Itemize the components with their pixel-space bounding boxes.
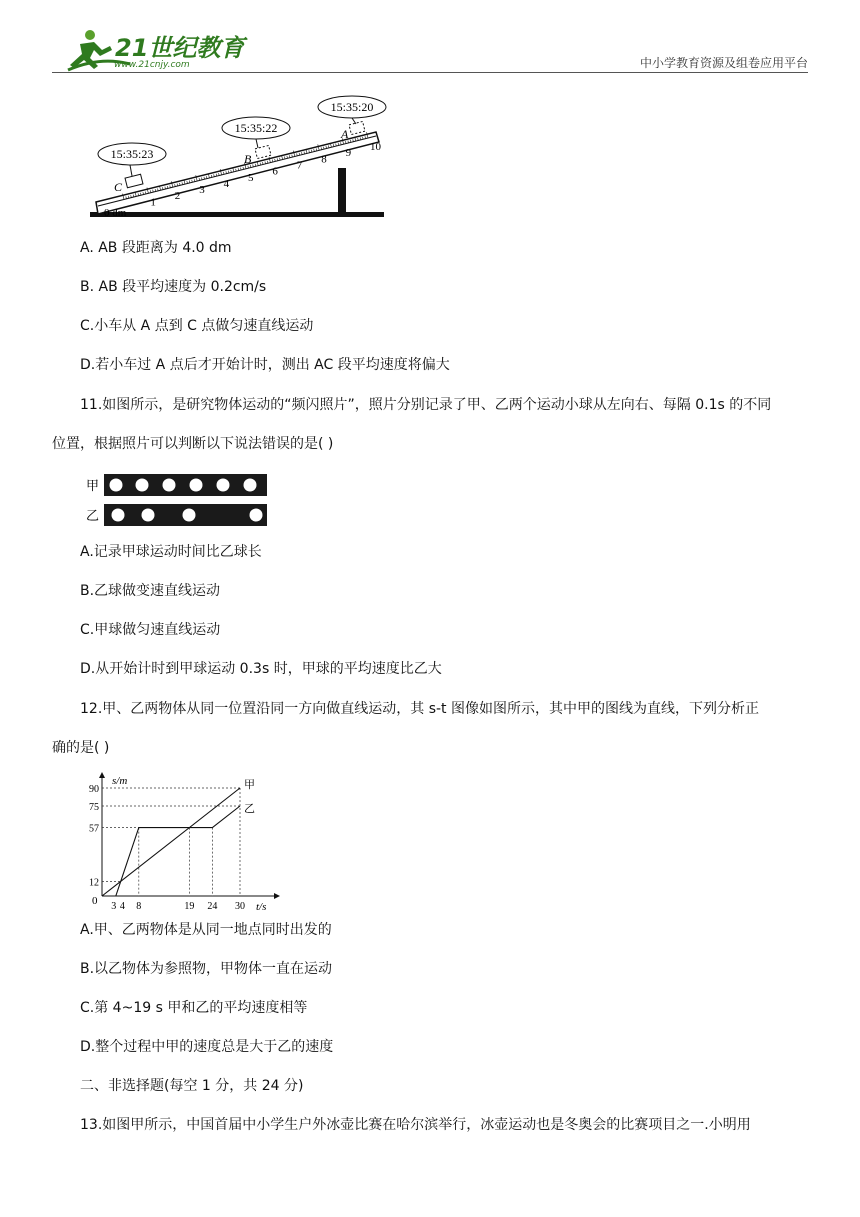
clock-b-pointer <box>256 139 258 148</box>
q12-option-c: C.第 4~19 s 甲和乙的平均速度相等 <box>80 1000 308 1016</box>
clock-a-time: 15:35:20 <box>330 100 374 114</box>
q12-stem-line2: 确的是( ) <box>52 740 110 756</box>
ruler-tick-label: 6 <box>272 165 278 178</box>
series-names <box>244 778 255 815</box>
series-name-yi: 乙 <box>244 802 255 815</box>
clock-c-pointer <box>130 165 132 176</box>
ruler-tick-label: 8 <box>321 153 327 166</box>
q11-stem-line2: 位置，根据照片可以判断以下说法错误的是( ) <box>52 436 334 452</box>
ruler-tick-label: 10 <box>370 141 381 153</box>
ruler-tick-label: 9 <box>345 147 352 160</box>
ball-jia <box>244 479 257 492</box>
support-post <box>338 168 346 214</box>
ball-jia <box>110 479 123 492</box>
series-line-jia <box>102 788 240 896</box>
q12-option-d: D.整个过程中甲的速度总是大于乙的速度 <box>80 1039 334 1055</box>
ruler-tick-label: 7 <box>296 159 303 172</box>
ruler-start-label: 0 dm <box>104 207 127 219</box>
s-t-chart <box>80 770 280 910</box>
x-tick-label: 8 <box>136 901 142 910</box>
ball-yi <box>112 509 125 522</box>
ruler-tick-label: 4 <box>223 177 230 190</box>
x-tick-label: 19 <box>184 901 195 910</box>
clock-c-time: 15:35:23 <box>110 147 154 161</box>
clock-b-time: 15:35:22 <box>234 121 278 135</box>
point-c-label: C <box>114 180 123 194</box>
x-axis-arrow <box>274 893 280 899</box>
q11-option-c: C.甲球做匀速直线运动 <box>80 622 221 638</box>
origin-label: 0 <box>92 895 98 907</box>
q11-option-d: D.从开始计时到甲球运动 0.3s 时，甲球的平均速度比乙大 <box>80 661 442 677</box>
ball-yi <box>142 509 155 522</box>
q13-stem-line1: 13.如图甲所示，中国首届中小学生户外冰壶比赛在哈尔滨举行，冰壶运动也是冬奥会的比赛项目之一.小明用 <box>80 1117 751 1133</box>
series-line-yi <box>116 806 240 896</box>
ball-jia <box>217 479 230 492</box>
q12-stem-line1: 12.甲、乙两物体从同一位置沿同一方向做直线运动，其 s-t 图像如图所示，其中甲的图线为直线，下列分析正 <box>80 701 759 717</box>
ball-jia <box>163 479 176 492</box>
ruler-tick-label: 2 <box>174 190 181 203</box>
ruler-tick-label: 5 <box>248 171 254 184</box>
x-tick-label: 3 <box>111 901 117 910</box>
cart-a-outline <box>349 121 365 134</box>
q12-option-a: A.甲、乙两物体是从同一地点同时出发的 <box>80 922 332 938</box>
incline-figure <box>88 92 388 224</box>
x-axis-label: t/s <box>256 901 267 910</box>
strobe-label-jia: 甲 <box>86 479 100 494</box>
ball-jia <box>136 479 149 492</box>
section-2-heading: 二、非选择题(每空 1 分，共 24 分) <box>80 1078 304 1094</box>
strobe-photos <box>86 472 271 530</box>
cart-c <box>125 174 143 188</box>
brand-url: www.21cnjy.com <box>114 60 190 70</box>
x-tick-label: 30 <box>235 901 245 910</box>
ruler-tick-label: 3 <box>199 184 205 197</box>
q10-option-c: C.小车从 A 点到 C 点做匀速直线运动 <box>80 318 314 334</box>
y-tick-label: 90 <box>89 784 99 795</box>
ruler-tick-label: 1 <box>150 196 156 209</box>
q11-option-b: B.乙球做变速直线运动 <box>80 583 221 599</box>
q12-option-b: B.以乙物体为参照物，甲物体一直在运动 <box>80 961 333 977</box>
q10-option-b: B. AB 段平均速度为 0.2cm/s <box>80 279 267 295</box>
y-axis-arrow <box>99 772 105 778</box>
x-tick-label: 4 <box>119 901 125 910</box>
x-tick-label: 24 <box>207 901 218 910</box>
ball-jia <box>190 479 203 492</box>
strobe-label-yi: 乙 <box>86 509 100 524</box>
q11-option-a: A.记录甲球运动时间比乙球长 <box>80 544 262 560</box>
series-lines <box>102 788 240 896</box>
y-tick-label: 12 <box>89 877 99 889</box>
q11-stem-line1: 11.如图所示，是研究物体运动的“频闪照片”，照片分别记录了甲、乙两个运动小球从左向右、每隔 0.1s 的不同 <box>80 397 772 413</box>
ball-yi <box>183 509 196 522</box>
y-tick-label: 75 <box>89 802 99 813</box>
q10-option-d: D.若小车过 A 点后才开始计时，测出 AC 段平均速度将偏大 <box>80 357 450 373</box>
brand-main: 21世纪教育 <box>115 34 245 62</box>
y-axis-label: s/m <box>112 775 128 787</box>
point-a-label: A <box>341 127 349 141</box>
header-divider <box>52 72 808 73</box>
point-b-label: B <box>244 152 252 166</box>
strobe-strip-jia <box>104 474 267 496</box>
y-tick-label: 57 <box>89 823 99 835</box>
series-name-jia: 甲 <box>244 778 255 791</box>
ball-yi <box>250 509 263 522</box>
q10-option-a: A. AB 段距离为 4.0 dm <box>80 240 232 256</box>
platform-name: 中小学教育资源及组卷应用平台 <box>639 56 808 70</box>
